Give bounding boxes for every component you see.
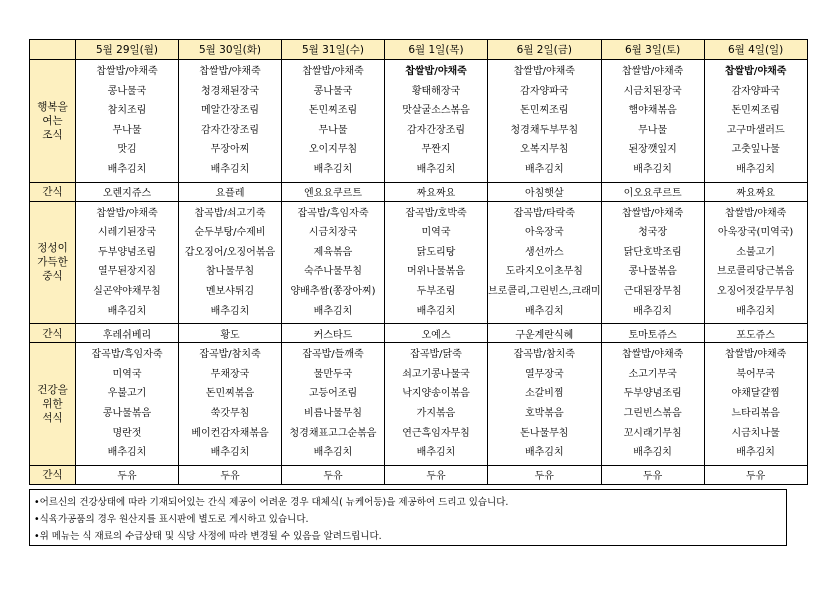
- menu-item: 배추김치: [313, 447, 353, 459]
- menu-item: 도라지오이초무침: [505, 266, 583, 278]
- menu-item: 찹쌀밥/야채죽: [199, 66, 261, 77]
- menu-item: 배추김치: [416, 447, 456, 459]
- menu-item: 무나물: [638, 124, 668, 136]
- note-line: •위 메뉴는 식 재료의 수급상태 및 식당 사정에 따라 변경될 수 있음을 알려드립니다.: [34, 531, 382, 542]
- menu-item: 찹쌀밥/야채죽: [96, 66, 158, 77]
- meal-cell: [282, 343, 385, 466]
- menu-item: 청경채두부무침: [510, 124, 579, 136]
- menu-item: 배추김치: [313, 163, 353, 175]
- snack-label: 간식: [30, 465, 76, 484]
- menu-item: 숙주나물무침: [304, 266, 362, 278]
- menu-item: 잡곡밥/닭죽: [410, 349, 462, 361]
- notes-box: [29, 489, 787, 546]
- menu-item: 제육볶음: [313, 246, 353, 258]
- menu-item: 참치조림: [107, 105, 147, 117]
- menu-item: 된장깻잎지: [628, 144, 677, 156]
- meal-cell: [179, 343, 282, 466]
- meal-row: [30, 201, 808, 324]
- menu-item: 고등어조림: [308, 388, 358, 400]
- menu-item: 꼬시래기무침: [623, 427, 682, 439]
- snack-cell: 아침햇살: [488, 182, 602, 201]
- menu-item: 물만두국: [313, 368, 353, 380]
- menu-item: 아욱장국(미역국): [717, 227, 794, 239]
- menu-item: 소갈비찜: [524, 388, 564, 400]
- menu-item: 시금치나물: [731, 427, 780, 439]
- meal-cell: [76, 60, 179, 183]
- menu-item: 참나물무침: [205, 266, 255, 278]
- menu-item: 찹쌀밥/야채죽: [621, 66, 684, 77]
- snack-cell: 엔요요쿠르트: [282, 182, 385, 201]
- menu-item: 멘보샤튀김: [205, 285, 255, 297]
- meal-cell: [601, 343, 704, 466]
- meal-cell: [488, 201, 602, 324]
- menu-item: 배추김치: [524, 447, 564, 459]
- note-line: •식육가공품의 경우 원산지를 표시판에 별도로 게시하고 있습니다.: [34, 514, 309, 525]
- menu-item: 배추김치: [524, 163, 564, 175]
- menu-item: 메알간장조림: [201, 105, 259, 117]
- menu-item: 돈민찌조림: [520, 105, 569, 117]
- menu-item: 찹쌀밥/야채죽: [621, 207, 684, 219]
- meal-cell: [488, 60, 602, 183]
- menu-item: 콩나물국: [313, 85, 353, 97]
- menu-item: 돈민찌볶음: [205, 388, 255, 400]
- meal-cell: [704, 343, 807, 466]
- menu-table: [29, 39, 808, 485]
- menu-item: 소고기무국: [628, 368, 677, 380]
- menu-item: 고춧잎나물: [731, 144, 780, 156]
- menu-item: 가지볶음: [416, 407, 456, 419]
- snack-row: [30, 465, 808, 484]
- menu-item: 찹곡밥/쇠고기죽: [194, 207, 266, 219]
- meal-cell: [385, 343, 488, 466]
- menu-item: 두부조림: [416, 285, 456, 297]
- menu-item: 시금치장국: [308, 227, 358, 239]
- menu-item: 열무된장지짐: [98, 266, 156, 278]
- meal-row: [30, 343, 808, 466]
- snack-cell: 황도: [179, 324, 282, 343]
- menu-item: 찹쌀밥/야채죽: [724, 349, 787, 361]
- menu-item: 오이지무침: [308, 144, 358, 156]
- menu-item: 생선까스: [524, 246, 564, 258]
- menu-item: 잡곡밥/호박죽: [405, 207, 467, 219]
- menu-item: 배추김치: [633, 447, 672, 459]
- menu-item: 찹쌀밥/야채죽: [96, 207, 158, 219]
- meal-cell: [704, 201, 807, 324]
- menu-item: 찹쌀밥/야채죽: [724, 66, 787, 77]
- snack-cell: 두유: [76, 465, 179, 484]
- snack-cell: 두유: [704, 465, 807, 484]
- snack-cell: 두유: [385, 465, 488, 484]
- snack-cell: 두유: [179, 465, 282, 484]
- menu-item: 배추김치: [736, 163, 775, 175]
- menu-item: 배추김치: [524, 305, 564, 317]
- menu-item: 찹쌀밥/야채죽: [405, 66, 467, 77]
- menu-item: 미역국: [421, 227, 451, 239]
- menu-item: 베이컨감자채볶음: [191, 427, 269, 439]
- menu-item: 맛김: [117, 144, 137, 156]
- snack-cell: 커스타드: [282, 324, 385, 343]
- menu-item: 배추김치: [736, 305, 775, 317]
- menu-item: 배추김치: [416, 163, 456, 175]
- menu-item: 무나물: [318, 124, 348, 136]
- meal-label: 행복을 여는 조식: [30, 60, 76, 183]
- meal-cell: [76, 343, 179, 466]
- meal-cell: [601, 201, 704, 324]
- menu-item: 배추김치: [736, 447, 775, 459]
- meal-cell: [282, 60, 385, 183]
- menu-item: 감자간장조림: [407, 124, 465, 136]
- menu-item: 무장아찌: [210, 144, 250, 156]
- snack-cell: 포도쥬스: [704, 324, 807, 343]
- header-row: [30, 40, 808, 60]
- day-header: 6월 2일(금): [488, 40, 602, 60]
- menu-item: 배추김치: [416, 305, 456, 317]
- snack-cell: 오렌지쥬스: [76, 182, 179, 201]
- menu-item: 소불고기: [736, 246, 775, 258]
- meal-label: 정성이 가득한 중식: [30, 201, 76, 324]
- menu-item: 쇠고기콩나물국: [402, 368, 470, 380]
- snack-cell: 짜요짜요: [385, 182, 488, 201]
- snack-cell: 두유: [282, 465, 385, 484]
- menu-item: 그린빈스볶음: [623, 407, 682, 419]
- menu-item: 잡곡밥/흑임자죽: [91, 349, 163, 361]
- menu-item: 돈민찌조림: [308, 105, 358, 117]
- menu-item: 갑오징어/오징어볶음: [184, 246, 276, 258]
- menu-item: 닭단호박조림: [623, 246, 682, 258]
- menu-item: 머위나물볶음: [407, 266, 465, 278]
- menu-item: 시레기된장국: [98, 227, 156, 239]
- snack-cell: 토마토쥬스: [601, 324, 704, 343]
- menu-item: 미역국: [112, 368, 142, 380]
- meal-cell: [76, 201, 179, 324]
- menu-item: 호박볶음: [524, 407, 564, 419]
- menu-item: 실곤약야채무침: [93, 285, 161, 297]
- meal-cell: [601, 60, 704, 183]
- day-header: 6월 1일(목): [385, 40, 488, 60]
- menu-item: 배추김치: [210, 305, 250, 317]
- menu-item: 배추김치: [633, 305, 672, 317]
- menu-item: 양배추쌈(쫑장아찌): [290, 285, 376, 297]
- menu-item: 배추김치: [107, 447, 147, 459]
- menu-item: 느타리볶음: [731, 407, 780, 419]
- menu-item: 명란젓: [112, 427, 142, 439]
- snack-cell: 후레쉬베리: [76, 324, 179, 343]
- snack-cell: 오예스: [385, 324, 488, 343]
- menu-item: 감자간장조림: [201, 124, 259, 136]
- meal-label: 건강을 위한 석식: [30, 343, 76, 466]
- snack-row: [30, 182, 808, 201]
- menu-item: 잡곡밥/들깨죽: [302, 349, 364, 361]
- meal-cell: [385, 60, 488, 183]
- day-header: 5월 30일(화): [179, 40, 282, 60]
- note-line: •어르신의 건강상태에 따라 기재되어있는 간식 제공이 어려운 경우 대체식( 뉴케어등)을 제공하여 드리고 있습니다.: [34, 497, 509, 508]
- menu-item: 순두부탕/수제비: [194, 227, 266, 239]
- snack-label: 간식: [30, 182, 76, 201]
- menu-item: 브로콜리당근볶음: [716, 266, 795, 278]
- menu-item: 아욱장국: [524, 227, 564, 239]
- menu-item: 감자양파국: [520, 85, 569, 97]
- menu-item: 배추김치: [633, 163, 672, 175]
- menu-item: 오징어젓갈무무침: [716, 285, 795, 297]
- meal-row: [30, 60, 808, 183]
- menu-item: 근대된장무침: [623, 285, 682, 297]
- menu-item: 낙지양송이볶음: [402, 388, 470, 400]
- menu-item: 청경채표고그순볶음: [289, 427, 377, 439]
- menu-item: 배추김치: [210, 447, 250, 459]
- menu-item: 쑥갓무침: [210, 407, 250, 419]
- menu-item: 두부양념조림: [623, 388, 682, 400]
- snack-cell: 두유: [488, 465, 602, 484]
- menu-item: 감자양파국: [731, 85, 780, 97]
- menu-item: 콩나물국: [107, 85, 147, 97]
- menu-item: 맛살굴소스볶음: [402, 105, 470, 117]
- day-header: 5월 31일(수): [282, 40, 385, 60]
- menu-item: 배추김치: [313, 305, 353, 317]
- menu-item: 우불고기: [107, 388, 147, 400]
- menu-item: 야채달걀찜: [731, 388, 780, 400]
- menu-item: 잡곡밥/흑임자죽: [297, 207, 369, 219]
- menu-item: 무나물: [112, 124, 142, 136]
- snack-cell: 구운계란식혜: [488, 324, 602, 343]
- menu-item: 돈민찌조림: [731, 105, 780, 117]
- menu-item: 청경채된장국: [201, 85, 259, 97]
- menu-item: 청국장: [638, 227, 668, 239]
- snack-cell: 요플레: [179, 182, 282, 201]
- menu-item: 콩나물볶음: [102, 407, 152, 419]
- snack-cell: 두유: [601, 465, 704, 484]
- corner-cell: [30, 40, 76, 60]
- menu-item: 브로콜리,그린빈스,크래미: [488, 285, 601, 297]
- menu-item: 시금치된장국: [623, 85, 682, 97]
- menu-item: 연근흑임자무침: [402, 427, 470, 439]
- menu-item: 비름나물무침: [304, 407, 362, 419]
- menu-item: 배추김치: [210, 163, 250, 175]
- menu-item: 찹쌀밥/야채죽: [302, 66, 364, 77]
- meal-cell: [179, 201, 282, 324]
- menu-item: 두부양념조림: [98, 246, 156, 258]
- menu-item: 배추김치: [107, 163, 147, 175]
- menu-item: 돈나물무침: [520, 427, 569, 439]
- snack-label: 간식: [30, 324, 76, 343]
- menu-item: 고구마샐러드: [726, 124, 785, 136]
- menu-item: 북어무국: [736, 368, 775, 380]
- meal-cell: [488, 343, 602, 466]
- menu-item: 콩나물볶음: [628, 266, 677, 278]
- menu-item: 찹쌀밥/야채죽: [513, 66, 575, 77]
- menu-item: 잡곡밥/타락죽: [513, 207, 575, 219]
- snack-cell: 짜요짜요: [704, 182, 807, 201]
- snack-row: [30, 324, 808, 343]
- menu-item: 찹쌀밥/야채죽: [724, 207, 787, 219]
- menu-item: 무짠지: [421, 144, 451, 156]
- meal-cell: [704, 60, 807, 183]
- menu-item: 잡곡밥/참치죽: [199, 349, 261, 361]
- menu-item: 열무장국: [524, 368, 564, 380]
- day-header: 6월 4일(일): [704, 40, 807, 60]
- meal-cell: [179, 60, 282, 183]
- menu-item: 잡곡밥/참치죽: [513, 349, 575, 361]
- menu-item: 배추김치: [107, 305, 147, 317]
- meal-cell: [282, 201, 385, 324]
- menu-item: 오복지무침: [520, 144, 569, 156]
- snack-cell: 이오요쿠르트: [601, 182, 704, 201]
- menu-item: 찹쌀밥/야채죽: [621, 349, 684, 361]
- menu-item: 무채장국: [210, 368, 250, 380]
- day-header: 6월 3일(토): [601, 40, 704, 60]
- menu-item: 닭도리탕: [416, 246, 456, 258]
- menu-item: 황태해장국: [411, 85, 461, 97]
- menu-item: 햄야채볶음: [628, 105, 677, 117]
- day-header: 5월 29일(월): [76, 40, 179, 60]
- meal-cell: [385, 201, 488, 324]
